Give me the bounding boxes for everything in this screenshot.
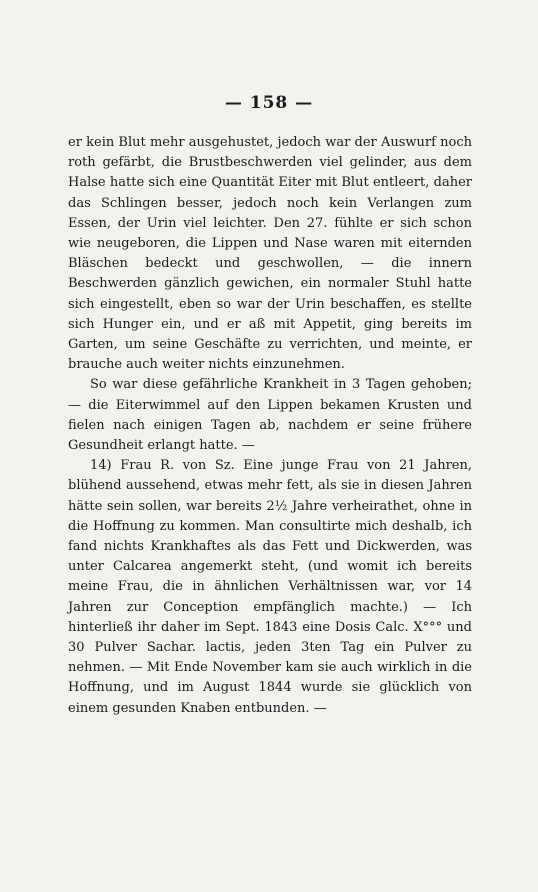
body-text <box>68 133 472 719</box>
paragraph: So war diese gefährliche Krankheit in 3 Tagen gehoben; — die Eiterwimmel auf den Lippen bekamen Krusten und fielen nach einigen Tagen ab, nachdem er seine frühere Gesundheit erlangt hatte. — <box>68 377 472 454</box>
paragraph: er kein Blut mehr ausgehustet, jedoch war der Auswurf noch roth gefärbt, die Brustbeschwerden viel gelinder, aus dem Halse hatte sich eine Quantität Eiter mit Blut entleert, daher das Schlingen besser, jedoch noch kein Verlangen zum Essen, der Urin viel leichter. Den 27. fühlte er sich schon wie neugeboren, die Lippen und Nase waren mit eiternden Bläschen bedeckt und geschwollen, — die innern Beschwerden gänzlich gewichen, ein normaler Stuhl hatte sich eingestellt, eben so war der Urin beschaffen, es stellte sich Hunger ein, und er aß mit Appetit, ging bereits im Garten, um seine Geschäfte zu verrichten, und meinte, er brauche auch weiter nichts einzunehmen. <box>68 135 472 373</box>
page-number-header: — 158 — <box>224 93 314 113</box>
paragraph: 14) Frau R. von Sz. Eine junge Frau von 21 Jahren, blühend aussehend, etwas mehr fett, als sie in diesen Jahren hätte sein sollen, war bereits 2½ Jahre verheirathet, ohne in die Hoffnung zu kommen. Man consultirte mich deshalb, ich fand nichts Krankhaftes als das Fett und Dickwerden, was unter Calcarea angemerkt steht, (und womit ich bereits meine Frau, die in ähnlichen Verhältnissen war, vor 14 Jahren zur Conception empfänglich machte.) — Ich hinterließ ihr daher im Sept. 1843 eine Dosis Calc. X°°° und 30 Pulver Sachar. lactis, jeden 3ten Tag ein Pulver zu nehmen. — Mit Ende November kam sie auch wirklich in die Hoffnung, und im August 1844 wurde sie glücklich von einem gesunden Knaben entbunden. — <box>68 458 472 716</box>
